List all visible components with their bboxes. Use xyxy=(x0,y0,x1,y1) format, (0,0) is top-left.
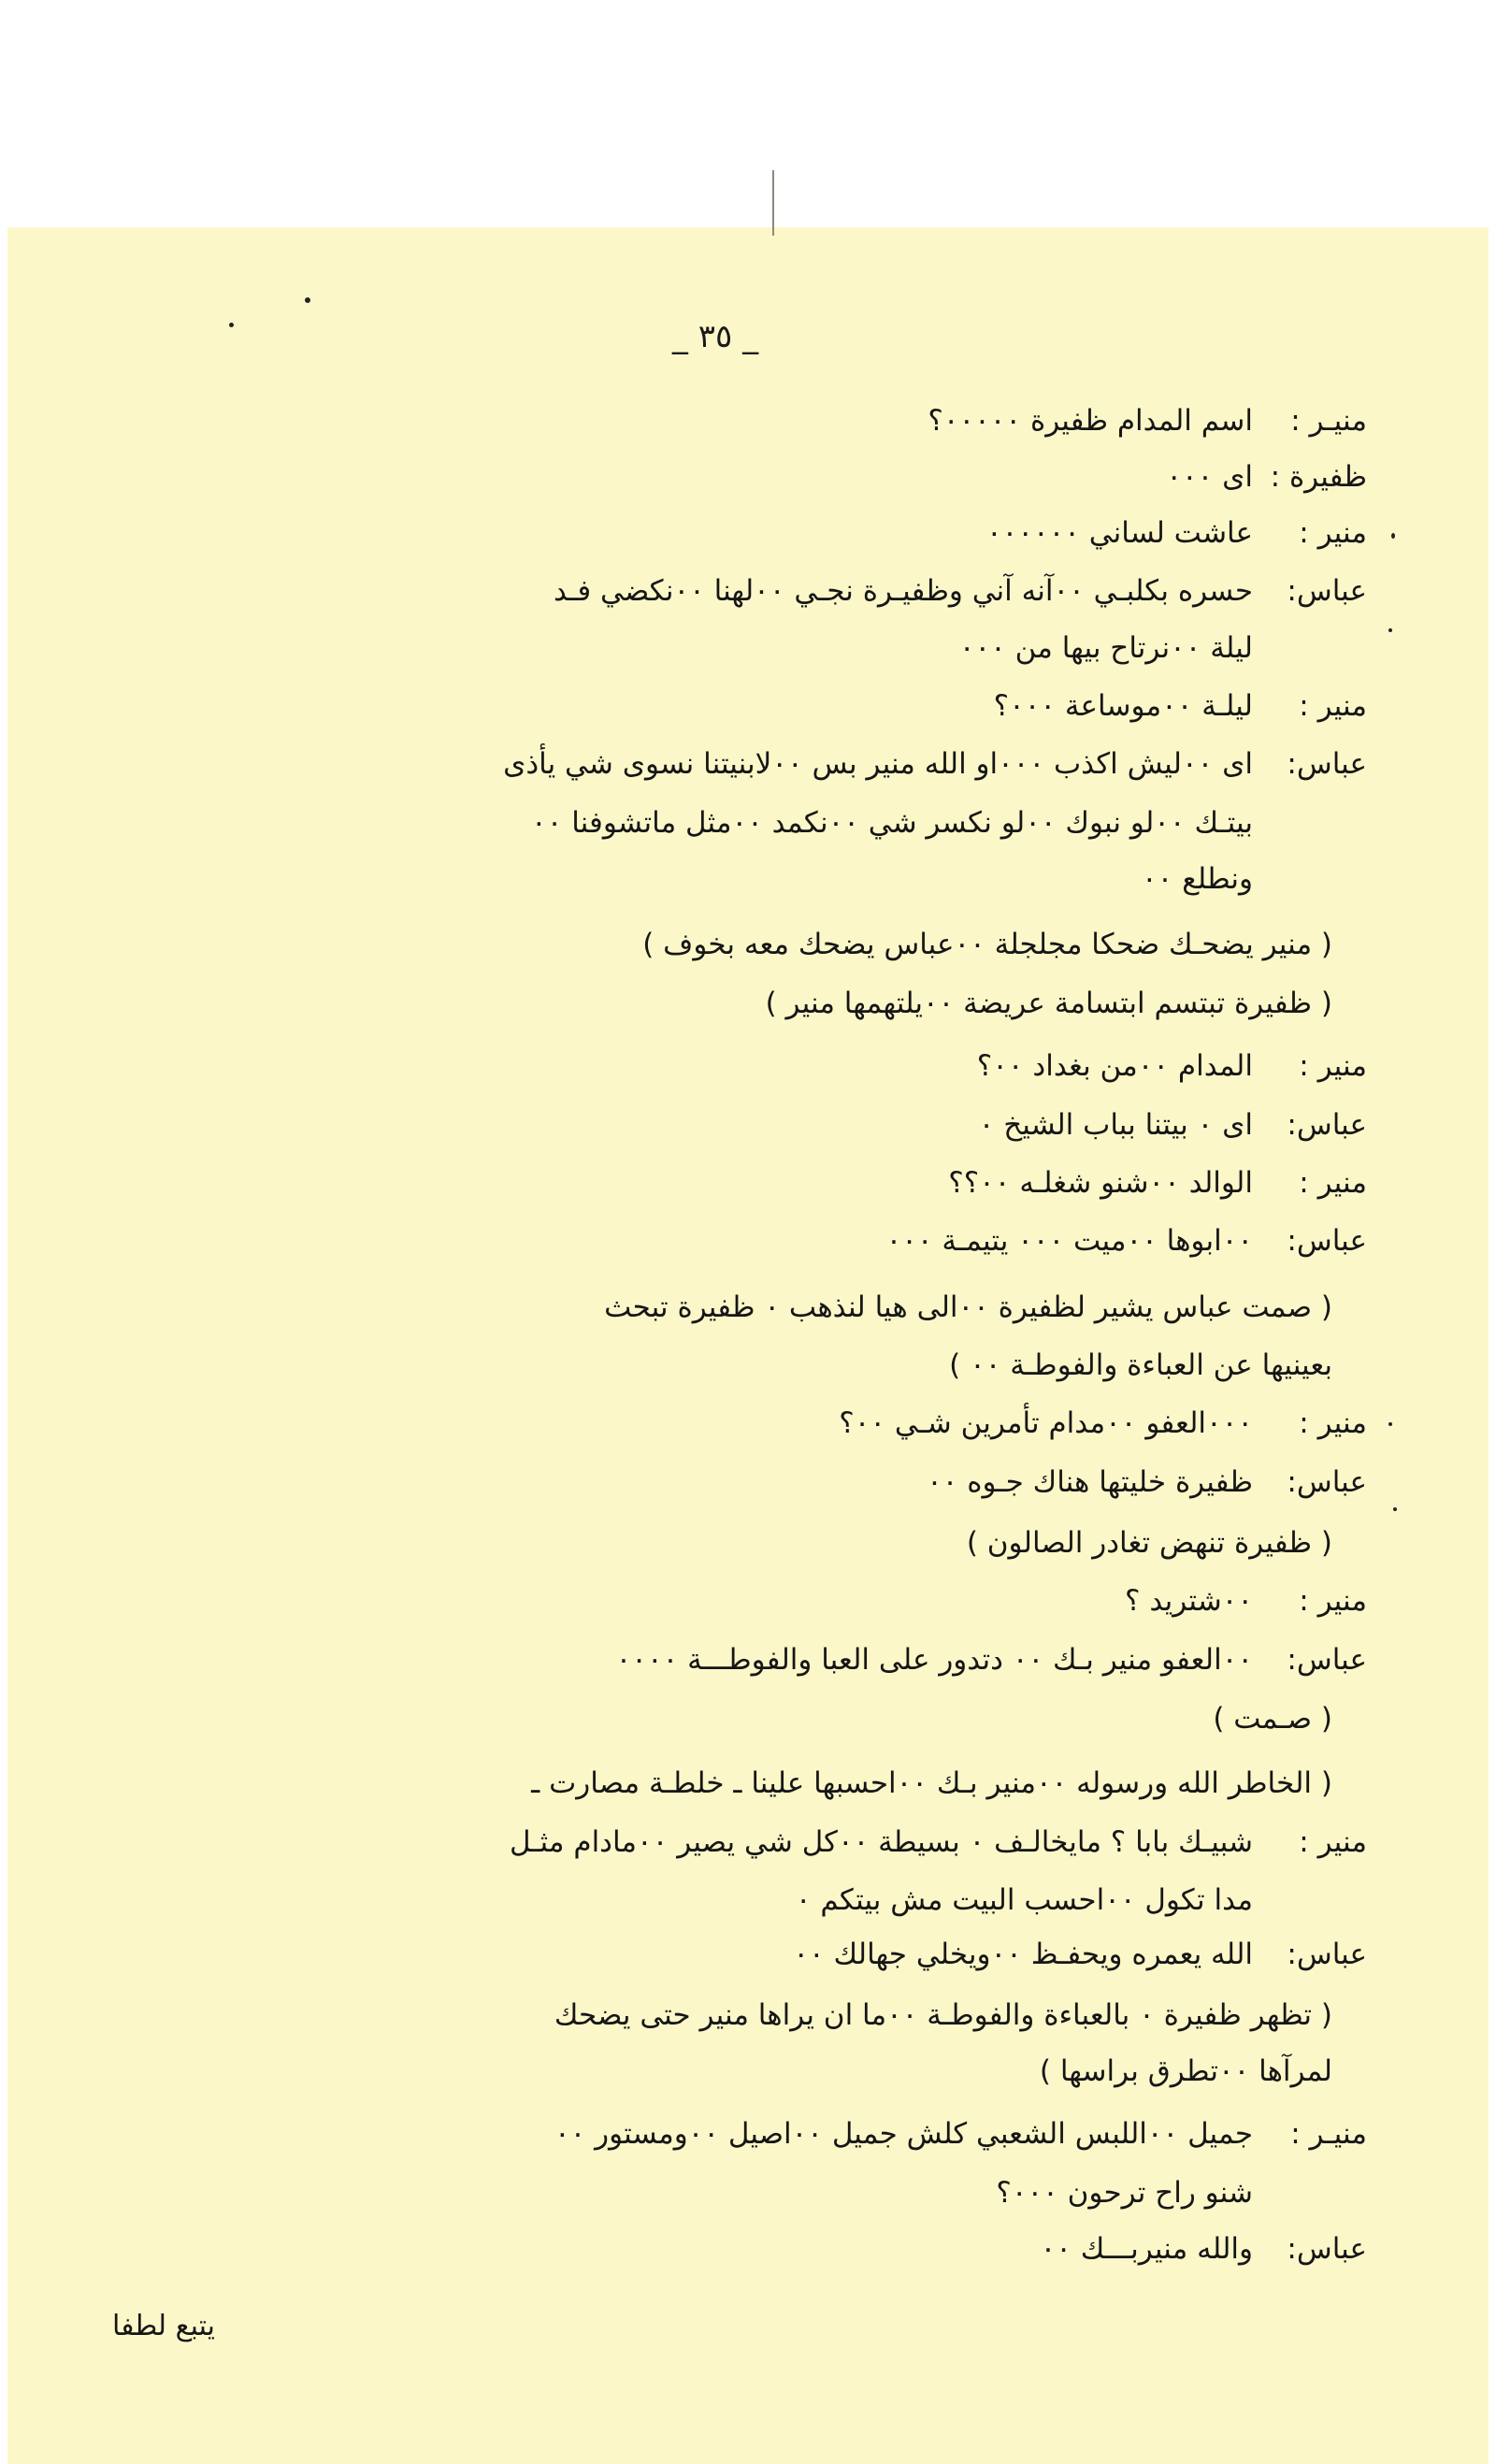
speaker-label: منير : xyxy=(1299,1049,1367,1083)
dialogue-text: المدام ٠٠من بغداد ٠٠؟ xyxy=(976,1049,1253,1083)
dialogue-text: ليلة ٠٠نرتاح بيها من ٠٠٠ xyxy=(958,631,1253,665)
page-number: _ ٣٥ _ xyxy=(671,318,759,355)
speaker-label: عباس: xyxy=(1287,1465,1367,1499)
stage-direction: ( ظفيرة تنهض تغادر الصالون ) xyxy=(966,1526,1332,1560)
stage-direction: ( ظفيرة تبتسم ابتسامة عريضة ٠٠يلتهمها منير ) xyxy=(765,987,1332,1020)
dialogue-text: اى ٠٠٠ xyxy=(1166,460,1253,494)
speaker-label: منير : xyxy=(1299,689,1367,723)
speaker-label: منير : xyxy=(1299,1584,1367,1618)
dialogue-text: ٠٠٠العفو ٠٠مدام تأمرين شـي ٠٠؟ xyxy=(839,1406,1253,1440)
dialogue-text: جميل ٠٠اللبس الشعبي كلش جميل ٠٠اصيل ٠٠ومستور ٠٠ xyxy=(554,2117,1253,2151)
speaker-label: عباس: xyxy=(1287,747,1367,781)
speaker-label: عباس: xyxy=(1287,1108,1367,1142)
dialogue-text: الوالد ٠٠شنو شغلـه ٠٠؟؟ xyxy=(948,1166,1253,1200)
dialogue-text: ٠٠العفو منير بـك ٠٠ دتدور على العبا والفوطـــة ٠٠٠٠ xyxy=(615,1643,1253,1677)
fold-line xyxy=(772,170,774,236)
dialogue-text: ٠٠ابوها ٠٠ميت ٠٠٠ يتيمـة ٠٠٠ xyxy=(885,1224,1253,1258)
speaker-label: عباس: xyxy=(1287,1938,1367,1971)
speaker-label: ظفيرة : xyxy=(1270,460,1367,494)
dialogue-text: اى ٠٠ليش اكذب ٠٠٠او الله منير بس ٠٠لابنيتنا نسوى شي يأذى xyxy=(503,747,1253,781)
dialogue-text: والله منيربـــك ٠٠ xyxy=(1040,2232,1253,2266)
dialogue-text: ظفيرة خليتها هناك جـوه ٠٠ xyxy=(927,1465,1253,1499)
dialogue-text: اى ٠ بيتنا بباب الشيخ ٠ xyxy=(978,1108,1253,1142)
speaker-label: عباس: xyxy=(1287,574,1367,608)
dialogue-text: ليلـة ٠٠موساعة ٠٠٠؟ xyxy=(993,689,1253,723)
dialogue-text: مدا تكول ٠٠احسب البيت مش بيتكم ٠ xyxy=(795,1883,1253,1917)
dialogue-text: ٠٠شتريد ؟ xyxy=(1125,1584,1253,1618)
speaker-label: منير : xyxy=(1299,1166,1367,1200)
ink-speck xyxy=(1391,533,1395,539)
dialogue-text: عاشت لساني ٠٠٠٠٠٠ xyxy=(986,516,1253,550)
stage-direction: ( منير يضحـك ضحكا مجلجلة ٠٠عباس يضحك معه بخوف ) xyxy=(642,928,1332,961)
speaker-label: منيـر : xyxy=(1290,404,1367,438)
stage-direction: ( صـمت ) xyxy=(1213,1702,1332,1736)
stage-direction: ( تظهر ظفيرة ٠ بالعباءة والفوطـة ٠٠ما ان يراها منير حتى يضحك xyxy=(554,1998,1332,2032)
speaker-label: عباس: xyxy=(1287,2232,1367,2266)
dialogue-text: شنو راح ترحون ٠٠٠؟ xyxy=(996,2176,1253,2210)
stage-direction: ( صمت عباس يشير لظفيرة ٠٠الى هيا لنذهب ٠ ظفيرة تبحث xyxy=(604,1290,1332,1324)
dialogue-text: شبيـك بابا ؟ مايخالـف ٠ بسيطة ٠٠كل شي يصير ٠٠مادام مثـل xyxy=(510,1825,1253,1859)
footer-note: يتبع لطفا xyxy=(112,2310,216,2342)
dialogue-text: الله يعمره ويحفـظ ٠٠ويخلي جهالك ٠٠ xyxy=(793,1938,1253,1971)
speaker-label: منير : xyxy=(1299,1825,1367,1859)
ink-speck xyxy=(1388,1422,1392,1426)
speaker-label: عباس: xyxy=(1287,1224,1367,1258)
speaker-label: منيـر : xyxy=(1290,2117,1367,2151)
dialogue-text: اسم المدام ظفيرة ٠٠٠٠٠؟ xyxy=(928,404,1253,438)
speaker-label: عباس: xyxy=(1287,1643,1367,1677)
stage-direction: بعينيها عن العباءة والفوطـة ٠٠ ) xyxy=(949,1348,1332,1382)
dialogue-text: ونطلع ٠٠ xyxy=(1142,862,1253,896)
ink-speck xyxy=(1388,628,1392,632)
dialogue-text: بيتـك ٠٠لو نبوك ٠٠لو نكسر شي ٠٠نكمد ٠٠مثل ماتشوفنا ٠٠ xyxy=(531,806,1253,840)
dialogue-text: حسره بكلبـي ٠٠آنه آني وظفيـرة نجـي ٠٠لهنا ٠٠نكضي فـد xyxy=(553,574,1253,608)
stage-direction: لمرآها ٠٠تطرق براسها ) xyxy=(1039,2054,1332,2088)
speaker-label: منير : xyxy=(1299,516,1367,550)
ink-speck xyxy=(305,297,310,303)
ink-speck xyxy=(1393,1507,1397,1511)
speaker-label: منير : xyxy=(1299,1406,1367,1440)
stage-direction: ( الخاطر الله ورسوله ٠٠منير بـك ٠٠احسبها علينا ـ خلطـة مصارت ـ xyxy=(531,1766,1332,1800)
ink-speck xyxy=(229,323,234,327)
